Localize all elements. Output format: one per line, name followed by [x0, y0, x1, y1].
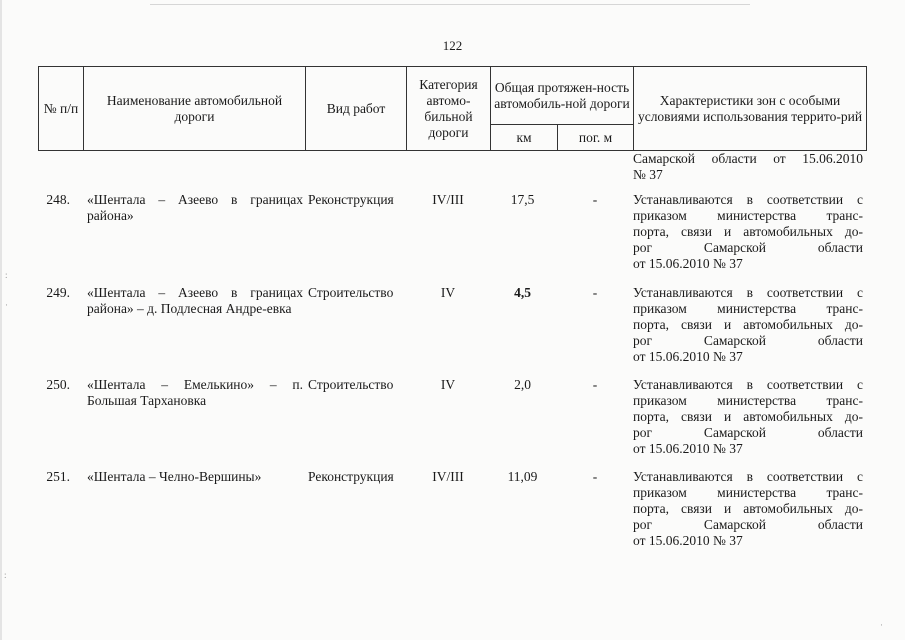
work-type: Реконструкция	[308, 192, 394, 207]
continuation-text	[633, 151, 863, 183]
continuation-line: Самарской области от 15.06.2010	[633, 151, 863, 166]
length-pog-m: -	[592, 192, 598, 207]
work-type: Строительство	[308, 377, 394, 392]
length-pog-m: -	[592, 469, 598, 484]
road-category: IV	[440, 377, 456, 392]
road-name: «Шентала – Емелькино» – п. Большая Тархановка	[87, 377, 303, 408]
length-pog-m: -	[592, 377, 598, 392]
row-number: 248.	[46, 192, 70, 207]
table-header	[38, 66, 867, 151]
header-category: Категория автомо-бильной дороги	[407, 67, 491, 151]
road-name: «Шентала – Азеево в границах района»	[87, 192, 303, 223]
length-km: 11,09	[507, 469, 538, 484]
page-number: 122	[442, 38, 463, 53]
road-name: «Шентала – Челно-Вершины»	[87, 469, 262, 484]
char-line: порта, связи и автомобильных до-	[633, 501, 863, 516]
zone-characteristics	[633, 192, 863, 272]
char-line: Устанавливаются в соответствии с	[633, 285, 863, 300]
char-line: приказом министерства транс-	[633, 393, 863, 408]
header-characteristics: Характеристики зон с особыми условиями использования террито-рий	[634, 67, 867, 151]
char-line: рог Самарской области	[633, 240, 863, 255]
char-line: рог Самарской области	[633, 425, 863, 440]
zone-characteristics	[633, 469, 863, 549]
char-line: приказом министерства транс-	[633, 208, 863, 223]
continuation-line: № 37	[633, 167, 663, 182]
char-line: Устанавливаются в соответствии с	[633, 192, 863, 207]
char-line: приказом министерства транс-	[633, 485, 863, 500]
header-length: Общая протяжен-ность автомобиль-ной дороги	[491, 67, 634, 125]
scan-edge	[0, 0, 2, 640]
zone-characteristics	[633, 285, 863, 365]
road-category: IV/III	[432, 192, 464, 207]
header-work-type: Вид работ	[306, 67, 407, 151]
scan-speck: ·	[880, 620, 883, 630]
work-type: Строительство	[308, 285, 394, 300]
length-km: 4,5	[514, 285, 531, 300]
char-line: рог Самарской области	[633, 517, 863, 532]
char-line: от 15.06.2010 № 37	[633, 256, 743, 271]
scan-speck: ·	[5, 300, 8, 310]
scan-speck: :	[4, 570, 7, 580]
length-km: 2,0	[514, 377, 531, 392]
header-road-name: Наименование автомобильной дороги	[84, 67, 306, 151]
char-line: Устанавливаются в соответствии с	[633, 377, 863, 392]
row-number: 250.	[46, 377, 70, 392]
char-line: порта, связи и автомобильных до-	[633, 317, 863, 332]
header-km: км	[491, 125, 558, 151]
header-pog-m: пог. м	[558, 125, 634, 151]
length-pog-m: -	[592, 285, 598, 300]
road-category: IV/III	[432, 469, 464, 484]
scan-speck: :	[5, 270, 8, 280]
header-no: № п/п	[39, 67, 84, 151]
char-line: рог Самарской области	[633, 333, 863, 348]
row-number: 251.	[46, 469, 70, 484]
char-line: от 15.06.2010 № 37	[633, 441, 743, 456]
road-name: «Шентала – Азеево в границах района» – д. Подлесная Андре-евка	[87, 285, 303, 316]
length-km: 17,5	[510, 192, 535, 207]
scan-top-line	[150, 4, 750, 5]
char-line: Устанавливаются в соответствии с	[633, 469, 863, 484]
row-number: 249.	[46, 285, 70, 300]
char-line: от 15.06.2010 № 37	[633, 533, 743, 548]
char-line: порта, связи и автомобильных до-	[633, 409, 863, 424]
char-line: от 15.06.2010 № 37	[633, 349, 743, 364]
char-line: порта, связи и автомобильных до-	[633, 224, 863, 239]
road-category: IV	[440, 285, 456, 300]
zone-characteristics	[633, 377, 863, 457]
char-line: приказом министерства транс-	[633, 301, 863, 316]
work-type: Реконструкция	[308, 469, 394, 484]
